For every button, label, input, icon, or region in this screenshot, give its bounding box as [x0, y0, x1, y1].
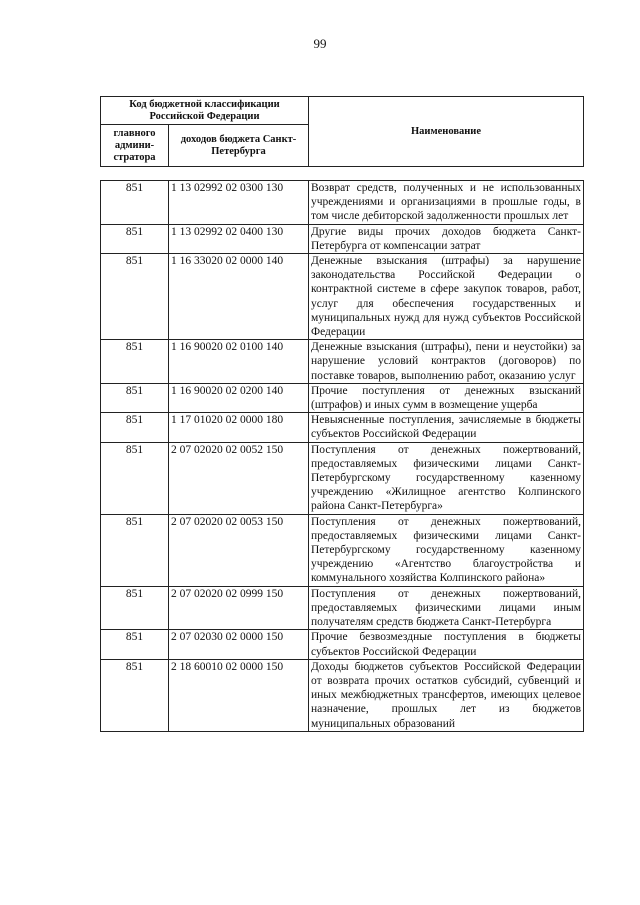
revenue-code-cell: 2 07 02030 02 0000 150 [169, 630, 309, 659]
admin-code-cell: 851 [101, 514, 169, 586]
table-row [101, 340, 584, 384]
table-row [101, 659, 584, 731]
admin-code-cell: 851 [101, 630, 169, 659]
admin-code-cell: 851 [101, 659, 169, 731]
admin-code-cell: 851 [101, 442, 169, 514]
revenue-name-cell: Поступления от денежных пожертвований, предоставляемых физическими лицами иным получателям средств бюджета Санкт-Петербурга [309, 586, 584, 630]
admin-code-cell: 851 [101, 586, 169, 630]
revenue-code-cell: 1 16 33020 02 0000 140 [169, 254, 309, 340]
table-row [101, 224, 584, 253]
table-row [101, 383, 584, 412]
revenue-code-cell: 2 18 60010 02 0000 150 [169, 659, 309, 731]
revenue-name-cell: Возврат средств, полученных и не использованных учреждениями и организациями в прошлые годы, в том числе дебиторской задолженности прошлых лет [309, 181, 584, 225]
table-row [101, 413, 584, 442]
table-row [101, 254, 584, 340]
admin-code-cell: 851 [101, 224, 169, 253]
table-header [100, 96, 584, 167]
admin-code-cell: 851 [101, 181, 169, 225]
admin-code-cell: 851 [101, 340, 169, 384]
admin-code-cell: 851 [101, 254, 169, 340]
revenue-code-cell: 2 07 02020 02 0999 150 [169, 586, 309, 630]
revenue-name-cell: Денежные взыскания (штрафы) за нарушение законодательства Российской Федерации о контрактной системе в сфере закупок товаров, работ, услуг для обеспечения государственных и муниципальных нужд для нужд субъектов Российской Федерации [309, 254, 584, 340]
revenue-name-cell: Денежные взыскания (штрафы), пени и неустойки) за нарушение условий контрактов (договоров) по поставке товаров, выполнению работ, оказанию услуг [309, 340, 584, 384]
revenue-code-cell: 1 16 90020 02 0100 140 [169, 340, 309, 384]
revenue-name-cell: Доходы бюджетов субъектов Российской Федерации от возврата прочих остатков субсидий, субвенций и иных межбюджетных трансфертов, имеющих целевое назначение, прошлых лет из бюджетов муниципальных образований [309, 659, 584, 731]
header-group-title: Код бюджетной классификации Российской Федерации [101, 97, 309, 125]
header-code-column: доходов бюджета Санкт-Петербурга [169, 125, 309, 167]
table-row [101, 514, 584, 586]
revenue-code-cell: 1 16 90020 02 0200 140 [169, 383, 309, 412]
table-row [101, 630, 584, 659]
revenue-code-cell: 1 13 02992 02 0300 130 [169, 181, 309, 225]
revenue-code-cell: 2 07 02020 02 0053 150 [169, 514, 309, 586]
revenue-name-cell: Невыясненные поступления, зачисляемые в бюджеты субъектов Российской Федерации [309, 413, 584, 442]
revenue-name-cell: Другие виды прочих доходов бюджета Санкт-Петербурга от компенсации затрат [309, 224, 584, 253]
table-row [101, 442, 584, 514]
revenue-name-cell: Прочие безвозмездные поступления в бюджеты субъектов Российской Федерации [309, 630, 584, 659]
revenue-name-cell: Поступления от денежных пожертвований, предоставляемых физическими лицами Санкт-Петербургскому государственному казенному учреждению «Агентство благоустройства и коммунального хозяйства Колпинского района» [309, 514, 584, 586]
header-name-column: Наименование [309, 97, 584, 167]
admin-code-cell: 851 [101, 383, 169, 412]
table-row [101, 586, 584, 630]
revenue-name-cell: Поступления от денежных пожертвований, предоставляемых физическими лицами Санкт-Петербургскому государственному казенному учреждению «Жилищное агентство Колпинского района Санкт-Петербурга» [309, 442, 584, 514]
revenue-code-cell: 1 13 02992 02 0400 130 [169, 224, 309, 253]
revenue-code-cell: 1 17 01020 02 0000 180 [169, 413, 309, 442]
admin-code-cell: 851 [101, 413, 169, 442]
table-row [101, 181, 584, 225]
revenue-codes-table [100, 180, 584, 732]
revenue-name-cell: Прочие поступления от денежных взысканий (штрафов) и иных сумм в возмещение ущерба [309, 383, 584, 412]
revenue-code-cell: 2 07 02020 02 0052 150 [169, 442, 309, 514]
page-number: 99 [313, 36, 327, 51]
header-admin-column: главного админи-стратора [101, 125, 169, 167]
